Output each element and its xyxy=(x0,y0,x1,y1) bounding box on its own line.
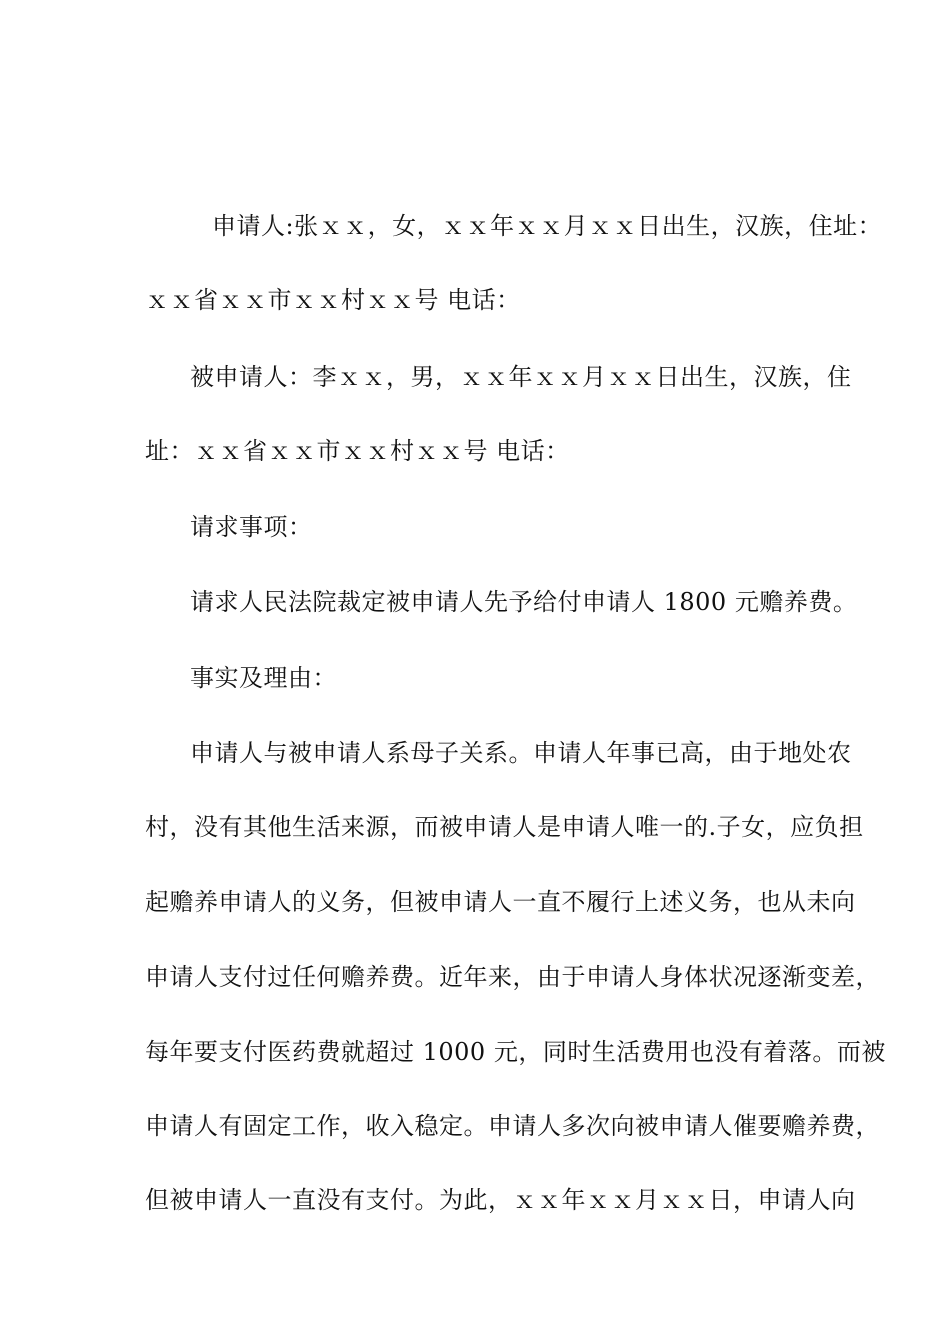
facts-line-6: 申请人有固定工作，收入稳定。申请人多次向被申请人催要赡养费， xyxy=(145,1112,880,1140)
facts-heading: 事实及理由： xyxy=(190,664,337,692)
request-content: 请求人民法院裁定被申请人先予给付申请人 1800 元赡养费。 xyxy=(190,588,858,616)
respondent-line-2: 址：ｘｘ省ｘｘ市ｘｘ村ｘｘ号 电话： xyxy=(145,437,570,465)
facts-line-3: 起赡养申请人的义务，但被申请人一直不履行上述义务，也从未向 xyxy=(145,888,856,916)
facts-line-5: 每年要支付医药费就超过 1000 元，同时生活费用也没有着落。而被 xyxy=(145,1038,886,1066)
facts-line-1: 申请人与被申请人系母子关系。申请人年事已高，由于地处农 xyxy=(190,739,852,767)
respondent-line-1: 被申请人：李ｘｘ，男，ｘｘ年ｘｘ月ｘｘ日出生，汉族，住 xyxy=(190,363,852,391)
facts-line-4: 申请人支付过任何赡养费。近年来，由于申请人身体状况逐渐变差， xyxy=(145,963,880,991)
facts-line-2: 村，没有其他生活来源，而被申请人是申请人唯一的.子女，应负担 xyxy=(145,813,864,841)
applicant-line-1: 申请人:张ｘｘ，女，ｘｘ年ｘｘ月ｘｘ日出生，汉族，住址： xyxy=(212,212,883,240)
facts-line-7: 但被申请人一直没有支付。为此，ｘｘ年ｘｘ月ｘｘ日，申请人向 xyxy=(145,1186,856,1214)
requests-heading: 请求事项： xyxy=(190,513,313,541)
applicant-line-2: ｘｘ省ｘｘ市ｘｘ村ｘｘ号 电话： xyxy=(145,286,521,314)
